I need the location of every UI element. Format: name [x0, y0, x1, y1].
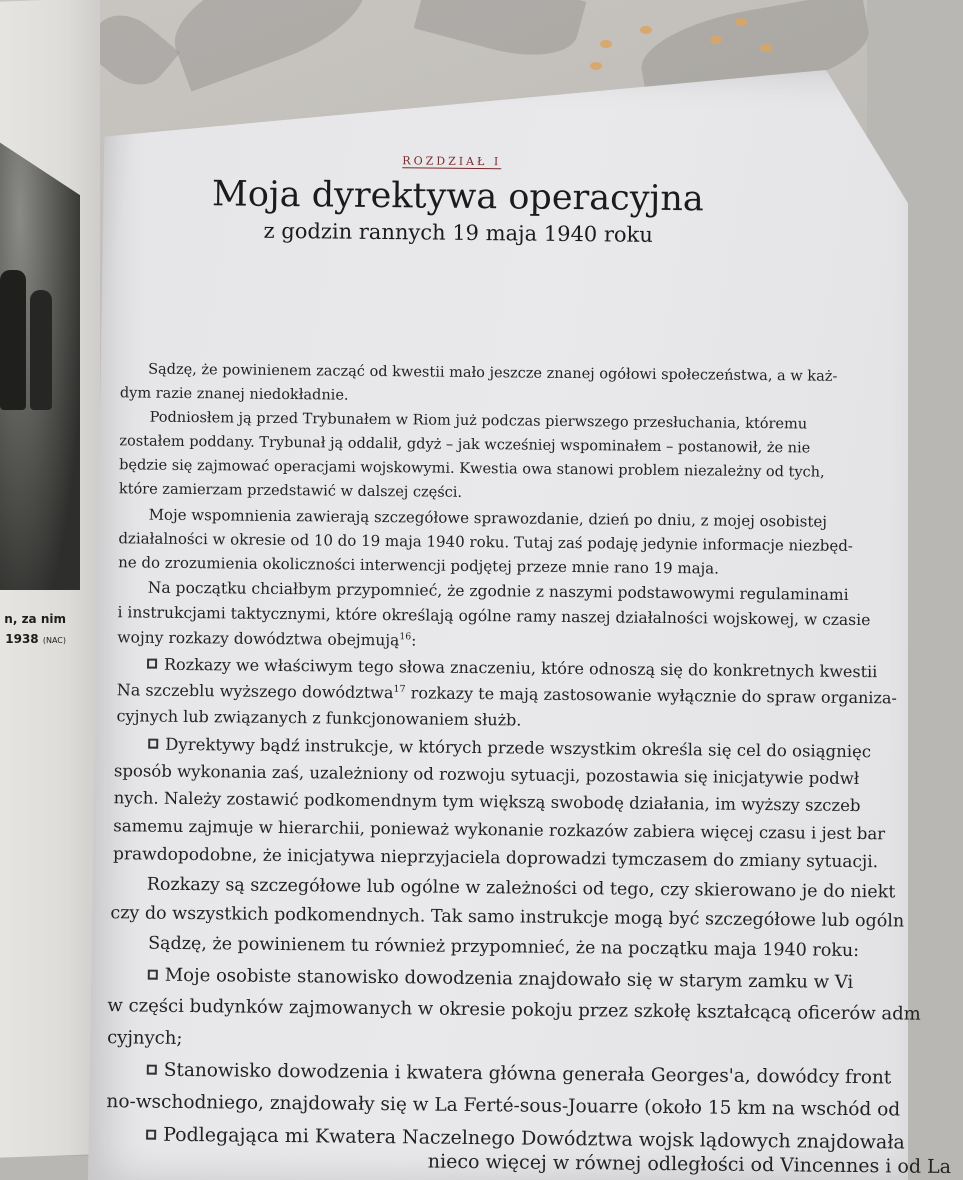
- text-line: wojny rozkazy dowództwa obejmują$^{16}$:: [117, 628, 417, 650]
- list-item: Dyrektywy bądź instrukcje, w których przede wszystkim określa się cel do osiągnięc: [148, 735, 871, 762]
- chapter-subtitle: z godzin rannych 19 maja 1940 roku: [263, 218, 653, 247]
- list-item: Rozkazy we właściwym tego słowa znaczeniu, które odnoszą się do konkretnych kwestii: [147, 655, 877, 682]
- text-line: Na szczeblu wyższego dowództwa$^{17}$ rozkazy te mają zastosowanie wyłącznie do spraw organiza-: [116, 680, 897, 708]
- text-line: no-wschodniego, znajdowały się w La Ferté-sous-Jouarre (około 15 km na wschód od: [106, 1091, 901, 1121]
- text-line: które zamierzam przedstawić w dalszej części.: [118, 481, 463, 501]
- list-item: Moje osobiste stanowisko dowodzenia znajdowało się w starym zamku w Vi: [148, 965, 854, 993]
- chapter-title: Moja dyrektywa operacyjna: [211, 174, 704, 220]
- text-line: nieco więcej w równej odległości od Vincennes i od La: [427, 1150, 952, 1179]
- text-line: działalności w okresie od 10 do 19 maja 1940 roku. Tutaj zaś podaję jedynie informacje niezbęd-: [118, 529, 854, 555]
- text-line: zostałem poddany. Trybunał ją oddalił, gdyż – jak wcześniej wspominałem – postanowił, że nie: [119, 433, 811, 457]
- square-bullet-icon: [147, 659, 157, 669]
- square-bullet-icon: [146, 1130, 156, 1140]
- text-line: Na początku chciałbym przypomnieć, że zgodnie z naszymi podstawowymi regulaminami: [147, 578, 849, 604]
- text-line: czy do wszystkich podkomendnych. Tak samo instrukcje mogą być szczegółowe lub ogóln: [110, 903, 905, 932]
- photo-caption-line2: 1938 (NAC): [5, 632, 66, 646]
- text-line: Rozkazy są szczegółowe lub ogólne w zależności od tego, czy skierowano je do niekt: [146, 874, 896, 903]
- footnote-ref: 17: [393, 683, 406, 695]
- text-line: prawdopodobne, że inicjatywa nieprzyjaciela doprowadzi tymczasem do zmiany sytuacji.: [112, 844, 879, 873]
- text-line: nych. Należy zostawić podkomendnym tym większą swobodę działania, im wyższy szczeb: [113, 788, 861, 816]
- square-bullet-icon: [147, 1065, 157, 1075]
- text-line: będzie się zajmować operacjami wojskowymi. Kwestia owa stanowi problem niezależny od tych,: [119, 457, 825, 481]
- text-line: Sądzę, że powinienem tu również przypomnieć, że na początku maja 1940 roku:: [148, 933, 860, 962]
- square-bullet-icon: [148, 739, 158, 749]
- list-item: Stanowisko dowodzenia i kwatera główna generała Georges'a, dowódcy front: [147, 1060, 892, 1089]
- text-line: sposób wykonania zaś, uzależniony od rozwoju sytuacji, pozostawia się inicjatywie podwł: [113, 761, 860, 789]
- chapter-label: ROZDZIAŁ I: [402, 154, 502, 169]
- footnote-ref: 16: [399, 631, 412, 643]
- text-line: Podniosłem ją przed Trybunałem w Riom już podczas pierwszego przesłuchania, któremu: [149, 409, 808, 433]
- text-line: Moje wspomnienia zawierają szczegółowe sprawozdanie, dzień po dniu, z mojej osobistej: [148, 505, 828, 531]
- text-line: i instrukcjami taktycznymi, które określają ogólne ramy naszej działalności wojskowej, w czasie: [117, 603, 871, 630]
- text-line: dym razie znanej niedokładnie.: [119, 385, 349, 404]
- text-line: samemu zajmuje w hierarchii, ponieważ wykonanie rozkazów zabiera więcej czasu i jest bar: [113, 816, 886, 844]
- text-line: cyjnych;: [107, 1027, 183, 1049]
- text-line: w części budynków zajmowanych w okresie pokoju przez szkołę kształcącą oficerów adm: [107, 995, 921, 1025]
- list-item: Podlegająca mi Kwatera Naczelnego Dowództwa wojsk lądowych znajdowała: [146, 1124, 905, 1154]
- text-line: ne do zrozumienia okoliczności interwencji podjętej przeze mnie rano 19 maja.: [118, 553, 720, 578]
- text-line: cyjnych lub związanych z funkcjonowaniem służb.: [116, 706, 522, 730]
- square-bullet-icon: [148, 970, 158, 980]
- text-line: Sądzę, że powinienem zacząć od kwestii mało jeszcze znanej ogółowi społeczeństwa, a w każ-: [148, 361, 838, 385]
- photo-caption-line1: n, za nim: [4, 612, 66, 626]
